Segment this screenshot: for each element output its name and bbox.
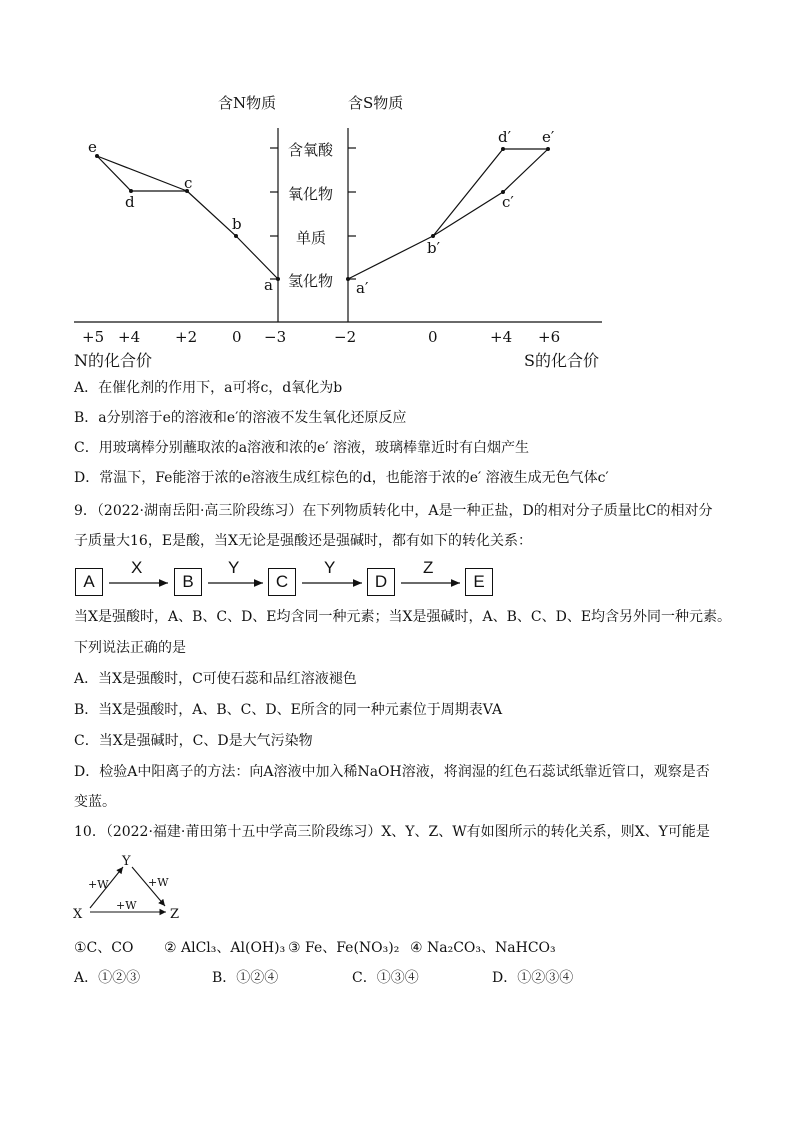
category-element: 单质 [296, 229, 327, 247]
chain-box-b: B [174, 568, 202, 596]
category-oxyacid: 含氧酸 [288, 141, 334, 159]
s-tick-plus6: +6 [538, 328, 561, 346]
n-point-a: a [264, 276, 273, 294]
s-tick-minus2: −2 [334, 328, 357, 346]
tri-w2: +W [148, 876, 169, 889]
q8-option-c: C．用玻璃棒分别蘸取浓的a溶液和浓的e′ 溶液，玻璃棒靠近时有白烟产生 [74, 440, 529, 456]
n-tick-plus4: +4 [118, 328, 141, 346]
n-tick-0: 0 [232, 328, 242, 346]
q10-choice-3: ③ Fe、Fe(NO₃)₂ [288, 940, 400, 956]
chain-box-d: D [367, 568, 395, 596]
chain-box-e: E [465, 568, 493, 596]
category-oxide: 氧化物 [288, 185, 334, 203]
tri-w3: +W [116, 899, 137, 912]
q10-stem: 10．（2022·福建·莆田第十五中学高三阶段练习）X、Y、Z、W有如图所示的转化关系，则X、Y可能是 [74, 824, 710, 840]
arrow-label-x: X [131, 558, 143, 577]
s-tick-0: 0 [428, 328, 438, 346]
q8-option-b: B．a分别溶于e的溶液和e′的溶液不发生氧化还原反应 [74, 410, 407, 426]
s-point-c: c′ [502, 193, 514, 211]
q9-option-b: B．当X是强酸时，A、B、C、D、E所含的同一种元素位于周期表VA [74, 702, 503, 718]
n-line-c-b-a [187, 191, 278, 279]
valence-diagram [0, 80, 800, 380]
s-point-b: b′ [427, 239, 441, 257]
q8-option-d: D．常温下，Fe能溶于浓的e溶液生成红棕色的d，也能溶于浓的e′ 溶液生成无色气体c′ [74, 470, 609, 486]
q9-option-c: C．当X是强碱时，C、D是大气污染物 [74, 733, 313, 749]
n-tick-plus5: +5 [82, 328, 105, 346]
q9-chain [0, 560, 800, 600]
n-tick-minus3: −3 [264, 328, 287, 346]
chain-arrows [0, 560, 800, 600]
q10-triangle-diagram [60, 850, 200, 925]
n-point-c: c [184, 174, 193, 192]
q10-answer-d: D．①②③④ [492, 970, 574, 986]
n-point-b: b [232, 215, 242, 233]
q9-option-d: D．检验A中阳离子的方法：向A溶液中加入稀NaOH溶液，将润湿的红色石蕊试纸靠近管口，观察是否 [74, 764, 710, 780]
s-point-e: e′ [542, 128, 555, 146]
q10-answer-b: B．①②④ [212, 970, 279, 986]
n-tick-plus2: +2 [175, 328, 198, 346]
q9-stem-line2: 子质量大16，E是酸，当X无论是强酸还是强碱时，都有如下的转化关系： [74, 533, 532, 549]
n-point-e: e [88, 138, 97, 156]
n-axis-label: N的化合价 [74, 351, 153, 370]
tri-w1: +W [88, 878, 109, 891]
q10-choice-1: ①C、CO [74, 940, 134, 956]
q9-option-d-cont: 变蓝。 [74, 794, 116, 810]
s-line-b-d-e-c-b [433, 149, 548, 236]
s-point-a: a′ [356, 279, 369, 297]
arrow-label-y1: Y [228, 558, 240, 577]
q10-choice-4: ④ Na₂CO₃、NaHCO₃ [410, 940, 556, 956]
q9-option-a: A．当X是强酸时，C可使石蕊和品红溶液褪色 [74, 671, 357, 687]
q10-answer-c: C．①③④ [352, 970, 419, 986]
chain-box-a: A [75, 568, 103, 596]
q10-choice-2: ② AlCl₃、Al(OH)₃ [164, 940, 286, 956]
q9-desc-line2: 下列说法正确的是 [74, 640, 186, 656]
n-title: 含N物质 [218, 94, 277, 112]
tri-z: Z [170, 907, 180, 922]
s-title: 含S物质 [348, 94, 404, 112]
q9-stem-line1: 9．（2022·湖南岳阳·高三阶段练习）在下列物质转化中，A是一种正盐，D的相对分子质量比C的相对分 [74, 503, 713, 519]
arrow-label-z: Z [423, 558, 434, 577]
chain-box-c: C [268, 568, 296, 596]
s-tick-plus4: +4 [490, 328, 513, 346]
q10-answer-a: A．①②③ [74, 970, 141, 986]
n-point-d: d [125, 193, 135, 211]
s-point-d: d′ [498, 128, 512, 146]
arrow-label-y2: Y [324, 558, 336, 577]
tri-y: Y [122, 854, 131, 869]
s-line-a-b [348, 236, 433, 279]
q8-option-a: A．在催化剂的作用下，a可将c，d氧化为b [74, 380, 343, 396]
n-line-e-d-c [97, 156, 187, 191]
tri-x: X [73, 907, 83, 922]
q9-desc-line1: 当X是强酸时，A、B、C、D、E均含同一种元素；当X是强碱时，A、B、C、D、E均含另外同一种元素。 [74, 609, 732, 625]
category-hydride: 氢化物 [288, 272, 334, 290]
s-axis-label: S的化合价 [524, 351, 599, 370]
